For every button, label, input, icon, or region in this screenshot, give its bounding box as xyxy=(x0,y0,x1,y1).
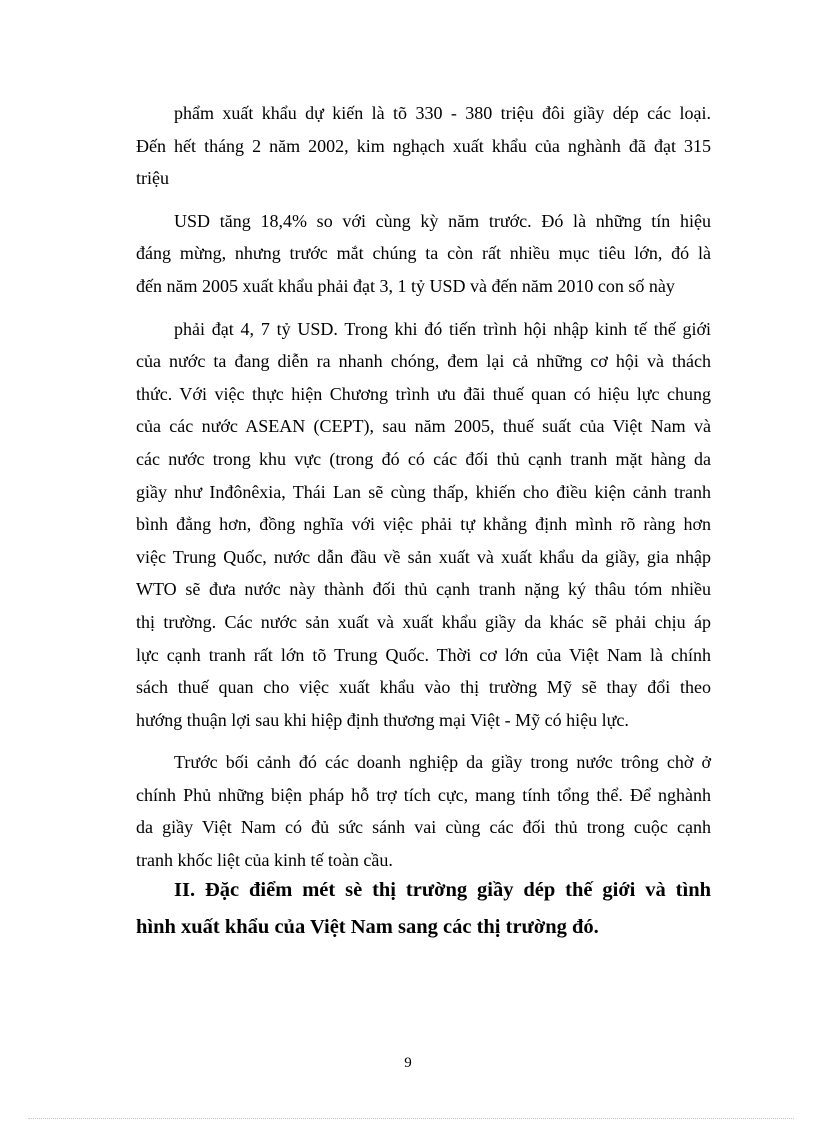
text-line: hướng thuận lợi sau khi hiệp định thương mại Việt - Mỹ có hiệu lực. xyxy=(136,709,629,730)
paragraph-3 xyxy=(136,313,711,737)
text-line: sách thuế quan cho việc xuất khẩu vào thị trường Mỹ sẽ thay đổi theo xyxy=(136,677,711,698)
text-line: thị trường. Các nước sản xuất và xuất khẩu giầy da khác sẽ phải chịu áp xyxy=(136,611,711,632)
footer-divider xyxy=(28,1118,794,1119)
document-body xyxy=(136,97,711,887)
text-line: phải đạt 4, 7 tỷ USD. Trong khi đó tiến trình hội nhập kinh tế thế giới xyxy=(174,318,711,339)
text-line: chính Phủ những biện pháp hỗ trợ tích cực, mang tính tổng thể. Để nghành xyxy=(136,784,711,805)
text-line: triệu xyxy=(136,168,169,189)
heading-line: II. Đặc điểm mét sè thị trường giầy dép thế giới và tình xyxy=(174,879,711,901)
text-line: việc Trung Quốc, nước dẫn đầu về sản xuất và xuất khẩu da giầy, gia nhập xyxy=(136,546,711,567)
paragraph-4 xyxy=(136,746,711,876)
text-line: đến năm 2005 xuất khẩu phải đạt 3, 1 tỷ USD và đến năm 2010 con số này xyxy=(136,275,675,296)
text-line: các nước trong khu vực (trong đó có các đối thủ cạnh tranh mặt hàng da xyxy=(136,448,711,469)
text-line: Trước bối cảnh đó các doanh nghiệp da giầy trong nước trông chờ ở xyxy=(174,752,711,773)
text-line: tranh khốc liệt của kinh tế toàn cầu. xyxy=(136,850,393,871)
text-line: của nước ta đang diễn ra nhanh chóng, đem lại cả những cơ hội và thách xyxy=(136,351,711,372)
text-line: Đến hết tháng 2 năm 2002, kim nghạch xuất khẩu của nghành đã đạt 315 xyxy=(136,135,711,156)
text-line: đáng mừng, nhưng trước mắt chúng ta còn rất nhiều mục tiêu lớn, đó là xyxy=(136,243,711,264)
text-line: giầy như Inđônêxia, Thái Lan sẽ cùng thấp, khiến cho điều kiện cảnh tranh xyxy=(136,481,711,502)
text-line: bình đẳng hơn, đồng nghĩa với việc phải tự khẳng định mình rõ ràng hơn xyxy=(136,514,711,535)
text-line: da giầy Việt Nam có đủ sức sánh vai cùng các đối thủ trong cuộc cạnh xyxy=(136,817,711,838)
page-number: 9 xyxy=(404,1055,412,1071)
text-line: WTO sẽ đưa nước này thành đối thủ cạnh tranh nặng ký thâu tóm nhiều xyxy=(136,579,711,600)
text-line: của các nước ASEAN (CEPT), sau năm 2005, thuế suất của Việt Nam và xyxy=(136,416,711,437)
section-heading xyxy=(136,872,711,946)
paragraph-1 xyxy=(136,97,711,195)
text-line: thức. Với việc thực hiện Chương trình ưu đãi thuế quan có hiệu lực chung xyxy=(136,383,711,404)
text-line: lực cạnh tranh rất lớn tõ Trung Quốc. Thời cơ lớn của Việt Nam là chính xyxy=(136,644,711,665)
heading-line: hình xuất khẩu của Việt Nam sang các thị trường đó. xyxy=(136,916,599,938)
text-line: phẩm xuất khẩu dự kiến là tõ 330 - 380 triệu đôi giầy dép các loại. xyxy=(174,103,711,123)
paragraph-2 xyxy=(136,205,711,303)
text-line: USD tăng 18,4% so với cùng kỳ năm trước. Đó là những tín hiệu xyxy=(174,210,711,231)
